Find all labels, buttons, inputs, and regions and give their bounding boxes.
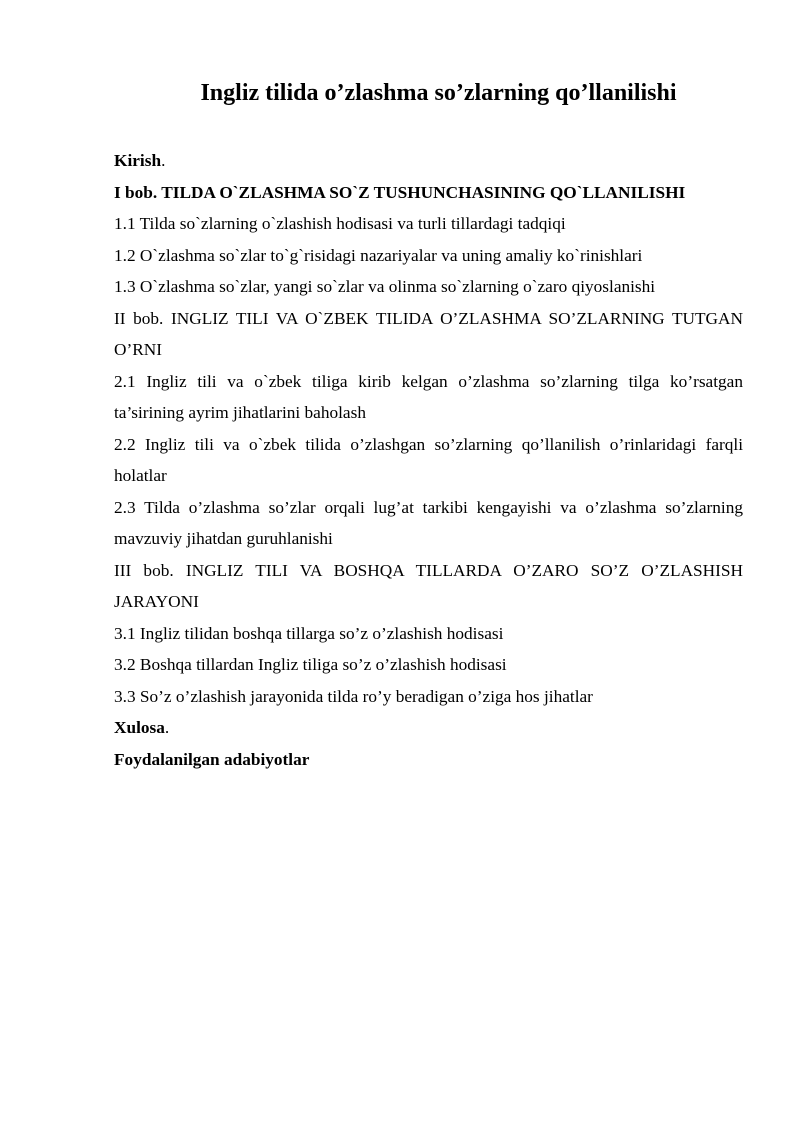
toc-section-2-1: 2.1 Ingliz tili va o`zbek tiliga kirib kelgan o’zlashma so’zlarning tilga ko’rsatgan ta’sirining ayrim jihatlarini baholash xyxy=(114,371,743,422)
toc-conclusion-label: Xulosa xyxy=(114,718,165,737)
toc-conclusion-punct: . xyxy=(164,718,170,737)
page-title: Ingliz tilida o’zlashma so’zlarning qo’llanilishi xyxy=(200,80,677,106)
toc-intro-label: Kirish xyxy=(114,151,162,170)
toc-section-2-3: 2.3 Tilda o’zlashma so’zlar orqali lug’at tarkibi kengayishi va o’zlashma so’zlarning mavzuviy jihatdan guruhlanishi xyxy=(114,497,743,548)
toc-chapter-1: I bob. TILDA O`ZLASHMA SO`Z TUSHUNCHASINING QO`LLANILISHI xyxy=(114,182,686,202)
toc-chapter-3: III bob. INGLIZ TILI VA BOSHQA TILLARDA O’ZARO SO’Z O’ZLASHISH JARAYONI xyxy=(114,560,743,611)
toc-section-1-3: 1.3 O`zlashma so`zlar, yangi so`zlar va olinma so`zlarning o`zaro qiyoslanishi xyxy=(114,277,656,296)
toc-section-3-1: 3.1 Ingliz tilidan boshqa tillarga so’z o’zlashish hodisasi xyxy=(114,623,504,643)
toc-section-1-2: 1.2 O`zlashma so`zlar to`g`risidagi nazariyalar va uning amaliy ko`rinishlari xyxy=(114,245,643,265)
table-of-contents xyxy=(114,145,743,775)
toc-section-3-3: 3.3 So’z o’zlashish jarayonida tilda ro’y beradigan o’ziga hos jihatlar xyxy=(114,686,593,706)
toc-intro-punct: . xyxy=(161,151,166,170)
toc-section-2-2: 2.2 Ingliz tili va o`zbek tilida o’zlashgan so’zlarning qo’llanilish o’rinlaridagi farqli holatlar xyxy=(114,434,743,485)
toc-references: Foydalanilgan adabiyotlar xyxy=(114,749,310,769)
toc-chapter-2: II bob. INGLIZ TILI VA O`ZBEK TILIDA O’ZLASHMA SO’ZLARNING TUTGAN O’RNI xyxy=(114,308,743,359)
toc-section-3-2: 3.2 Boshqa tillardan Ingliz tiliga so’z o’zlashish hodisasi xyxy=(114,655,507,674)
toc-conclusion xyxy=(114,712,743,744)
toc-intro xyxy=(114,145,743,177)
toc-section-1-1: 1.1 Tilda so`zlarning o`zlashish hodisasi va turli tillardagi tadqiqi xyxy=(114,214,566,233)
